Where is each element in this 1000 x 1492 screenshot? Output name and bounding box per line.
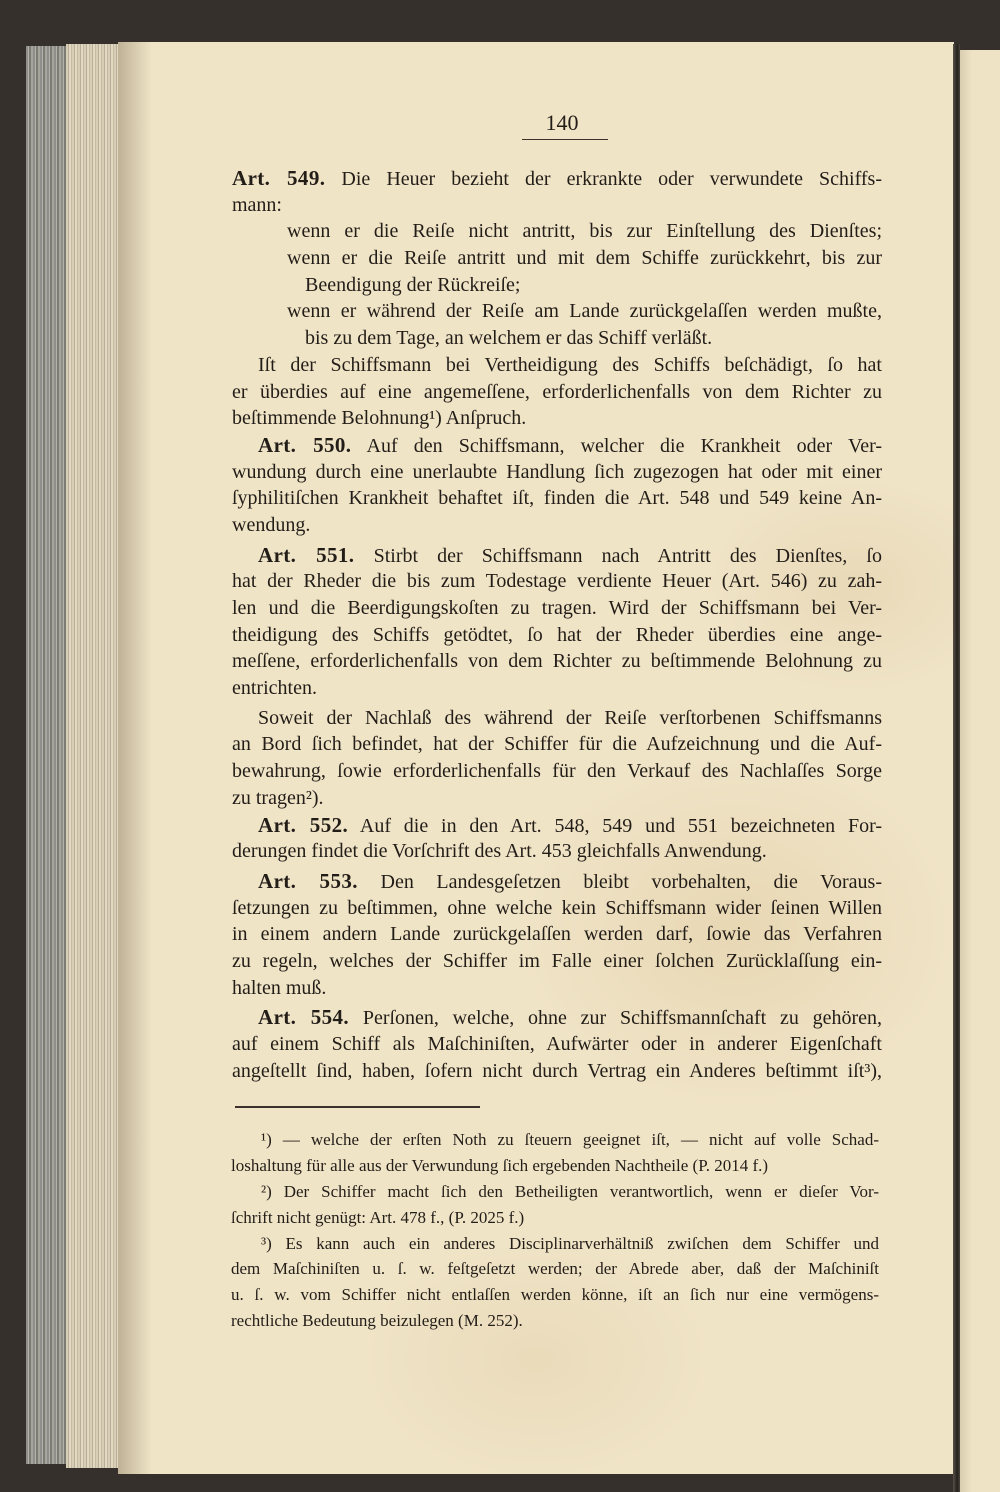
page-number: 140 <box>545 110 579 135</box>
footnote-line <box>231 1205 879 1231</box>
line-text: ſetzungen zu beſtimmen, ohne welche kein Schiffsmann wider ſeinen Willen <box>232 896 882 919</box>
line-text: Die Heuer bezieht der erkrankte oder verwundete Schiffs- <box>341 168 882 190</box>
page-gutter-line <box>953 44 960 1492</box>
line-text: wenn er während der Reiſe am Lande zurückgelaſſen werden mußte, <box>287 300 882 323</box>
line-text: Auf die in den Art. 548, 549 und 551 bezeichneten For- <box>359 814 882 837</box>
footnote-line <box>231 1153 879 1179</box>
body-line <box>232 432 882 459</box>
footnote-text: dem Maſchiniſten u. ſ. w. feſtgeſetzt werden; der Abrede aber, daß der Maſchiniſt <box>231 1259 879 1279</box>
next-page-edge <box>960 50 1000 1492</box>
body-line <box>232 1004 882 1031</box>
body-line <box>232 485 882 512</box>
footnote-line <box>231 1282 879 1308</box>
footnote-text: u. ſ. w. vom Schiffer nicht entlaſſen werden könne, iſt an ſich nur eine vermögens- <box>231 1285 879 1305</box>
footnote-text: loshaltung für alle aus der Verwundung ſich ergebenden Nachtheile (P. 2014 f.) <box>231 1155 769 1175</box>
footnote-line <box>231 1256 879 1282</box>
line-text: angeſtellt ſind, haben, ſofern nicht durch Vertrag ein Anderes beſtimmt iſt³), <box>232 1059 882 1082</box>
line-text: derungen findet die Vorſchrift des Art. 453 gleichfalls Anwendung. <box>232 840 767 863</box>
footnote-text: Es kann auch ein anderes Disciplinarverhältniß zwiſchen dem Schiffer und <box>285 1233 880 1253</box>
body-line <box>232 352 882 379</box>
body-line <box>232 1031 882 1058</box>
body-line <box>232 812 882 839</box>
footnote-text: Der Schiffer macht ſich den Betheiligten verantwortlich, wenn er dieſer Vor- <box>283 1181 879 1201</box>
body-line <box>232 921 882 948</box>
footnotes <box>231 1127 879 1334</box>
footnote-marker: ¹) <box>261 1130 272 1149</box>
body-line <box>232 218 882 245</box>
body-line <box>232 459 882 486</box>
line-text: len und die Beerdigungskoſten zu tragen. Wird der Schiffsmann bei Ver- <box>232 597 882 619</box>
line-text: zu tragen²). <box>232 786 324 809</box>
line-text: entrichten. <box>232 677 317 700</box>
line-text: bis zu dem Tage, an welchem er das Schiff verläßt. <box>305 327 713 350</box>
line-text: Den Landesgeſetzen bleibt vorbehalten, die Voraus- <box>380 870 882 893</box>
body-line <box>232 648 882 675</box>
line-text: Beendigung der Rückreiſe; <box>305 273 521 296</box>
article-label: Art. 549. <box>232 166 326 190</box>
line-text: beſtimmende Belohnung¹) Anſpruch. <box>232 407 527 430</box>
body-line <box>232 272 882 299</box>
body-line <box>232 405 882 432</box>
line-text: an Bord ſich befindet, hat der Schiffer für die Aufzeichnung und die Auf- <box>232 733 882 756</box>
line-text: meſſene, erforderlichenfalls von dem Richter zu beſtimmende Belohnung zu <box>232 650 882 673</box>
body-line <box>232 838 882 865</box>
line-text: Auf den Schiffsmann, welcher die Krankheit oder Ver- <box>366 434 882 457</box>
footnote-line <box>231 1231 879 1257</box>
line-text: halten muß. <box>232 976 327 999</box>
body-line <box>232 512 882 539</box>
body-line <box>232 165 882 192</box>
line-text: Stirbt der Schiffsmann nach Antritt des Dienſtes, ſo <box>373 544 882 567</box>
body-line <box>232 731 882 758</box>
body-text <box>232 165 882 1084</box>
footnote-marker: ²) <box>261 1181 272 1201</box>
article-label: Art. 551. <box>258 542 355 567</box>
footnote-line <box>231 1127 879 1153</box>
article-label: Art. 554. <box>258 1005 350 1030</box>
line-text: wenn er die Reiſe nicht antritt, bis zur Einſtellung des Dienſtes; <box>287 220 882 243</box>
line-text: mann: <box>232 193 282 216</box>
line-text: Soweit der Nachlaß des während der Reiſe verſtorbenen Schiffsmanns <box>258 706 882 729</box>
line-text: hat der Rheder die bis zum Todestage verdiente Heuer (Art. 546) zu zah- <box>232 570 882 593</box>
article-label: Art. 550. <box>258 432 352 457</box>
body-line <box>232 975 882 1002</box>
footnote-text: — welche der erſten Noth zu ſteuern geeignet iſt, — nicht auf volle Schad- <box>282 1130 880 1149</box>
line-text: Perſonen, welche, ohne zur Schiffsmannſchaft zu gehören, <box>362 1007 882 1030</box>
article-label: Art. 553. <box>258 868 358 893</box>
footnote-text: ſchrift nicht genügt: Art. 478 f., (P. 2025 f.) <box>231 1207 525 1227</box>
footnote-line <box>231 1308 879 1334</box>
body-line <box>232 785 882 812</box>
line-text: wundung durch eine unerlaubte Handlung ſich zugezogen hat oder mit einer <box>232 460 882 483</box>
body-line <box>232 622 882 649</box>
header-rule <box>522 139 608 140</box>
footnote-marker: ³) <box>261 1233 272 1253</box>
body-line <box>232 758 882 785</box>
body-line <box>232 298 882 325</box>
line-text: zu regeln, welches der Schiffer im Falle einer ſolchen Zurücklaſſung ein- <box>232 949 882 972</box>
body-line <box>232 705 882 732</box>
line-text: Iſt der Schiffsmann bei Vertheidigung des Schiffs beſchädigt, ſo hat <box>258 353 882 376</box>
book-page-edges-inner <box>66 44 118 1468</box>
line-text: wenn er die Reiſe antritt und mit dem Schiffe zurückkehrt, bis zur <box>287 247 882 270</box>
body-line <box>232 1058 882 1085</box>
line-text: er überdies auf eine angemeſſene, erforderlichenfalls von dem Richter zu <box>232 380 882 403</box>
body-line <box>232 245 882 272</box>
line-text: bewahrung, ſowie erforderlichenfalls für den Verkauf des Nachlaſſes Sorge <box>232 760 882 783</box>
body-line <box>232 948 882 975</box>
body-line <box>232 675 882 702</box>
book-page-edges-outer <box>26 46 66 1464</box>
footnote-text: rechtliche Bedeutung beizulegen (M. 252). <box>231 1311 523 1331</box>
body-line <box>232 379 882 406</box>
body-line <box>232 192 882 219</box>
line-text: theidigung des Schiffs getödtet, ſo hat der Rheder überdies eine ange- <box>232 623 882 646</box>
body-line <box>232 595 882 622</box>
body-line <box>232 542 882 569</box>
line-text: auf einem Schiff als Maſchiniſten, Aufwärter oder in anderer Eigenſchaft <box>232 1033 882 1055</box>
line-text: wendung. <box>232 513 311 536</box>
body-line <box>232 868 882 895</box>
article-label: Art. 552. <box>258 812 349 837</box>
line-text: in einem andern Lande zurückgelaſſen werden darf, ſowie das Verfahren <box>232 923 882 946</box>
body-line <box>232 895 882 922</box>
body-line <box>232 568 882 595</box>
body-line <box>232 325 882 352</box>
footnote-line <box>231 1179 879 1205</box>
footnote-rule <box>235 1106 480 1108</box>
line-text: ſyphilitiſchen Krankheit behaftet iſt, finden die Art. 548 und 549 keine An- <box>232 487 882 510</box>
